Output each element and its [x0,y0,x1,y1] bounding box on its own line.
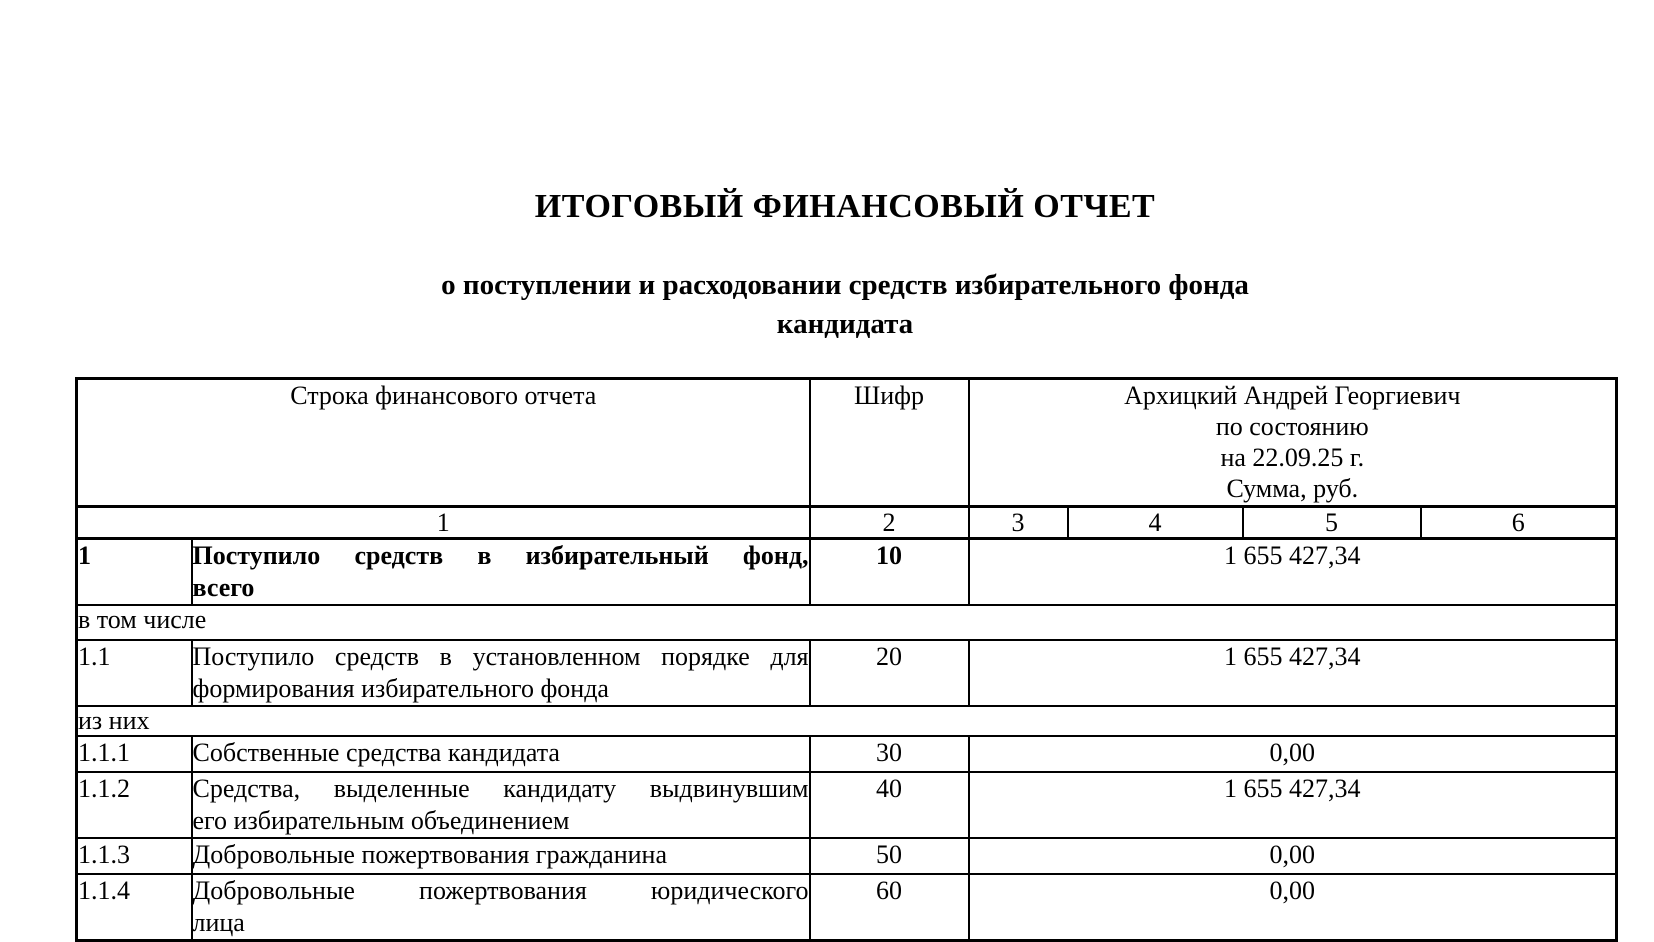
row-description-line: формирования избирательного фонда [192,674,609,703]
row-number: 1.1.2 [77,772,192,838]
row-description-line: всего [192,573,255,602]
column-number-1: 1 [77,507,810,539]
amount-units-label: Сумма, руб. [1226,474,1359,503]
row-description [192,838,810,874]
row-code: 60 [810,874,969,941]
candidate-name: Архицкий Андрей Георгиевич [1124,381,1461,410]
row-description [192,874,810,941]
row-value: 1 655 427,34 [969,640,1617,706]
subheader-label: из них [77,706,1617,736]
row-value: 1 655 427,34 [969,772,1617,838]
table-row-1-1-3 [77,838,1617,874]
table-row-1-1-4 [77,874,1617,941]
row-number: 1.1 [77,640,192,706]
column-number-6: 6 [1421,507,1617,539]
table-row-1-1 [77,640,1617,706]
header-report-line-cell: Строка финансового отчета [77,379,810,507]
column-number-row [77,507,1617,539]
row-description [192,736,810,772]
subheader-label: в том числе [77,605,1617,640]
column-number-2: 2 [810,507,969,539]
row-description [192,772,810,838]
row-description [192,640,810,706]
row-description [192,539,810,606]
table-header-row [77,379,1617,507]
row-description-line: Собственные средства кандидата [192,738,560,767]
row-value: 0,00 [969,874,1617,941]
row-description-line: Поступило средств в избирательный фонд, [192,541,809,570]
column-number-4: 4 [1068,507,1243,539]
row-number: 1.1.4 [77,874,192,941]
row-number: 1 [77,539,192,606]
table-subheader-row [77,605,1617,640]
row-description-line: его избирательным объединением [192,806,570,835]
row-number: 1.1.3 [77,838,192,874]
row-code: 40 [810,772,969,838]
header-amount-cell [969,379,1617,507]
row-value: 0,00 [969,736,1617,772]
row-code: 10 [810,539,969,606]
as-of-label: по состоянию [1215,412,1369,441]
row-description-line: Средства, выделенные кандидату выдвинувшим [192,774,809,803]
report-subtitle-line1: о поступлении и расходовании средств избирательного фонда [441,269,1249,301]
header-code-cell: Шифр [810,379,969,507]
row-description-line: Добровольные пожертвования гражданина [192,840,667,869]
report-subtitle-line2: кандидата [776,308,914,340]
column-number-3: 3 [969,507,1068,539]
table-row-1-1-1 [77,736,1617,772]
report-subtitle [75,266,1615,344]
row-code: 50 [810,838,969,874]
column-number-5: 5 [1243,507,1421,539]
table-subheader-row [77,706,1617,736]
table-row-1-1-2 [77,772,1617,838]
row-description-line: Добровольные пожертвования юридического [192,876,809,905]
finance-report-table [75,377,1618,942]
row-number: 1.1.1 [77,736,192,772]
table-row-1 [77,539,1617,606]
row-code: 30 [810,736,969,772]
row-value: 1 655 427,34 [969,539,1617,606]
row-description-line: Поступило средств в установленном порядке для [192,642,809,671]
row-description-line: лица [192,908,245,937]
as-of-date: на 22.09.25 г. [1220,443,1365,472]
row-code: 20 [810,640,969,706]
report-title: ИТОГОВЫЙ ФИНАНСОВЫЙ ОТЧЕТ [534,188,1156,225]
row-value: 0,00 [969,838,1617,874]
